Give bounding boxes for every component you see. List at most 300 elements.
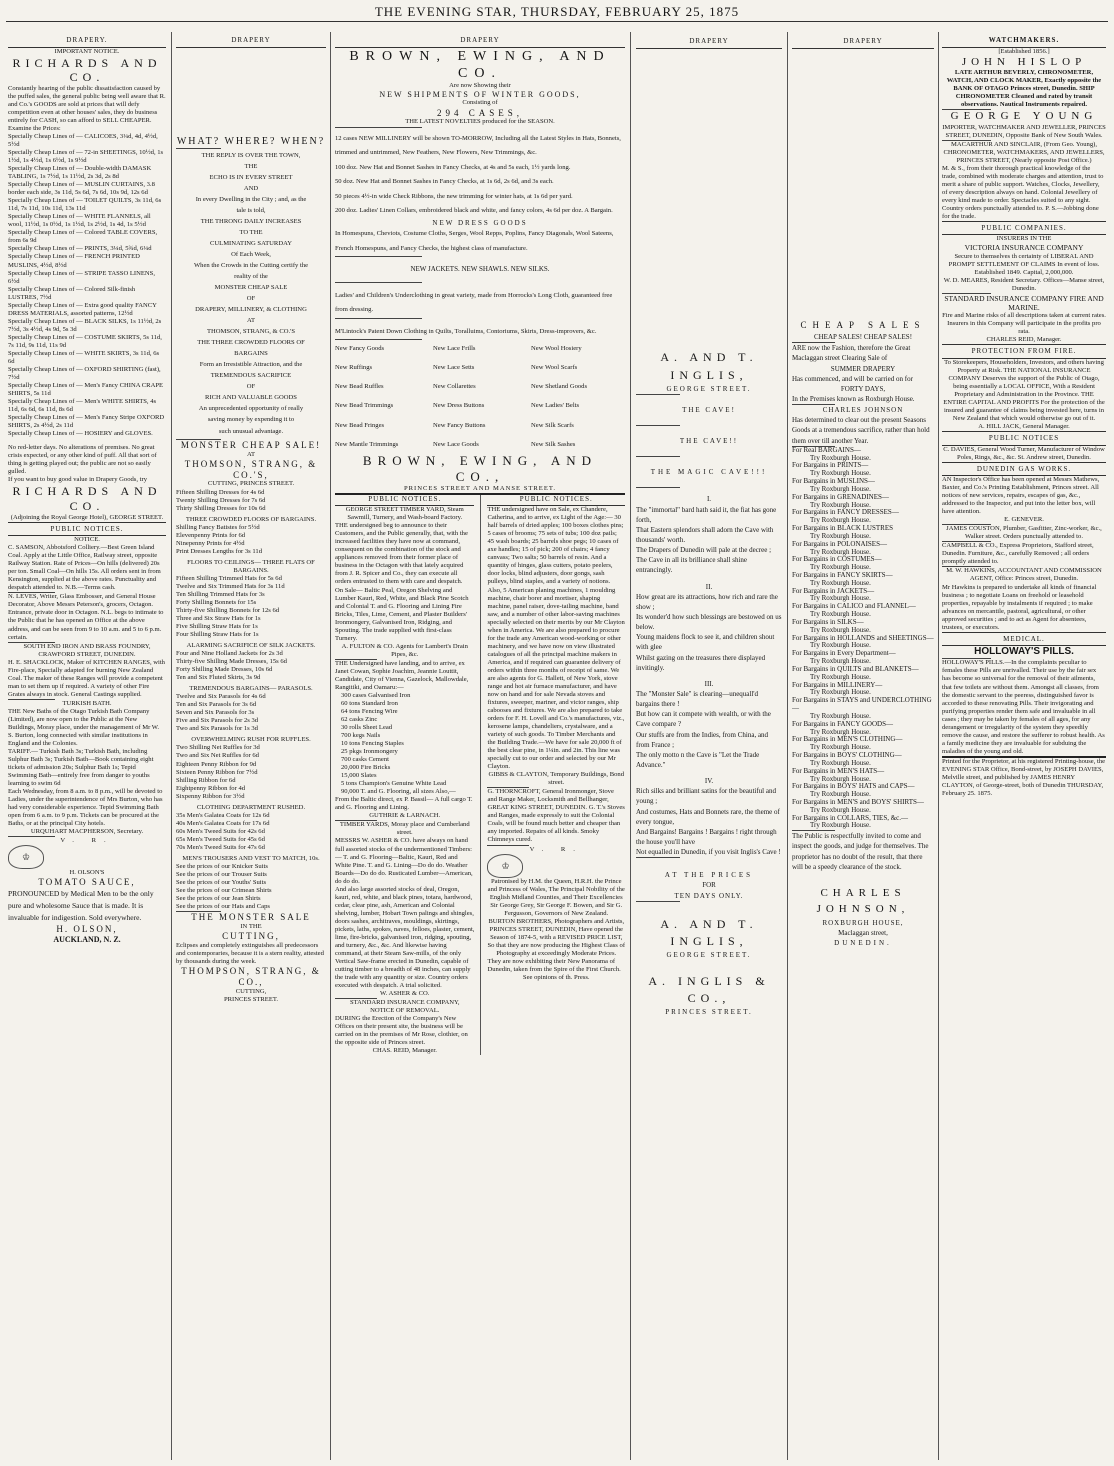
address: Maclaggan street, bbox=[838, 928, 888, 937]
ad-line: THE THREE CROWDED FLOORS OF bbox=[197, 339, 305, 347]
goods-item: New Wool Hosiery bbox=[531, 345, 582, 353]
ad-text: In the Premises known as Roxburgh House. bbox=[792, 395, 915, 404]
price-list bbox=[176, 524, 326, 556]
ad-heading: M. W. HAWKINS, ACCOUNTANT AND COMMISSION AGENT, Office: Princes street, Dunedin. bbox=[946, 567, 1102, 583]
ad-line: When the Crowds in the Cutting certify the bbox=[193, 262, 309, 270]
poem-line: Young maidens flock to see it, and children shout with glee bbox=[636, 633, 775, 652]
advertiser-name: STANDARD INSURANCE COMPANY FIRE AND MARINE. bbox=[944, 293, 1104, 312]
cargo-item: 15,000 Slates bbox=[341, 772, 377, 780]
poem-line: The "immortal" bard hath said it, the fiat has gone forth, bbox=[636, 505, 777, 524]
ad-heading: THE CAVE!! bbox=[679, 437, 739, 446]
price-line: Specially Cheap Lines of — Colored Silk-finish LUSTRES, 7½d bbox=[8, 285, 136, 301]
price-list bbox=[176, 863, 326, 911]
public-notices-left bbox=[335, 495, 474, 1056]
royal-mark: V. R. bbox=[60, 837, 114, 845]
bargain-line: For Bargains in Every Department— bbox=[792, 649, 896, 658]
bargain-line: For Bargains in FANCY GOODS— bbox=[792, 719, 893, 728]
try-line: Try Roxburgh House. bbox=[810, 641, 871, 650]
price-line: Specially Cheap Lines of — 72-in SHEETINGS, 10½d, 1s 1½d, 1s 4½d, 1s 6½d, 1s 9½d bbox=[8, 149, 164, 165]
goods-item: New Silk Scarfs bbox=[531, 421, 574, 429]
signature: CHAS. REID, Manager. bbox=[372, 1047, 437, 1055]
goods-item: New Bead Fringes bbox=[335, 421, 385, 429]
cargo-item: 60 tons Standard Iron bbox=[341, 699, 398, 707]
ad-heading: TURKISH BATH. bbox=[62, 699, 112, 707]
ad-line: THE THRONG DAILY INCREASES bbox=[200, 217, 302, 225]
price-line: See the prices of our Crimean Shirts bbox=[176, 886, 272, 894]
signature: CHARLES REID, Manager. bbox=[986, 336, 1062, 344]
goods-item: New Lace Frills bbox=[433, 345, 476, 353]
poem-line: III. bbox=[704, 679, 714, 688]
poem-line: Whilst gazing on the treasures there displayed invitingly. bbox=[636, 653, 766, 672]
cargo-item: 10 tons Fencing Staples bbox=[341, 740, 404, 748]
price-line: Specially Cheap Lines of — OXFORD SHIRTING (fast), 7½d bbox=[8, 365, 161, 381]
ad-heading: NEW SHIPMENTS OF WINTER GOODS, bbox=[379, 89, 581, 99]
price-line: Ten and Six Fluted Skirts, 3s 9d bbox=[176, 674, 261, 682]
poem-line: The only motto n the Cave is "Let the Trade Advance." bbox=[636, 750, 760, 769]
bargain-line: For Bargains in QUILTS and BLANKETS— bbox=[792, 664, 919, 673]
ad-heading: GEORGE STREET TIMBER YARD, Steam Sawmill, Turnery, and Wash-board Factory. bbox=[345, 506, 464, 522]
ad-heading: CLOTHING DEPARTMENT RUSHED. bbox=[196, 803, 306, 811]
price-list bbox=[176, 693, 326, 733]
address: PRINCES STREET. bbox=[223, 996, 279, 1004]
ad-text: C. SAMSON, Abbotsford Colliery.—Best Green Island Coal. Apply at the Little Office, Railway street, opposite Railway Station. Rate of Prices—On hills (delivered) 20s per ton. Small Coal—On hills 15s. All orders sent in from Kensington, supplied at the above rates. Punctuality and despatch attended to. N.B.—Terms cash. bbox=[8, 544, 161, 592]
ad-heading: HOLLOWAY'S PILLS. bbox=[974, 646, 1074, 658]
bargain-line: For Bargains in MEN'S and BOYS' SHIRTS— bbox=[792, 798, 924, 806]
advertiser-name: GEORGE YOUNG bbox=[950, 110, 1098, 123]
address: GEORGE STREET. bbox=[666, 384, 752, 393]
notice-heading: NOTICE. bbox=[74, 536, 100, 544]
goods-item: New Lace Setts bbox=[433, 364, 475, 372]
signature: URQUHART MACPHERSON, Secretary. bbox=[30, 828, 144, 836]
ad-heading: OVERWHELMING RUSH FOR RUFFLES. bbox=[191, 736, 311, 744]
try-line: Try Roxburgh House. bbox=[810, 516, 871, 525]
ad-line: TO THE bbox=[239, 228, 263, 236]
cargo-item: 64 tons Fencing Wire bbox=[341, 707, 398, 715]
ad-text: INSURERS IN THE bbox=[996, 235, 1052, 243]
try-line: Try Roxburgh House. bbox=[810, 688, 871, 697]
column-divider bbox=[787, 32, 788, 1460]
price-line: Thirty-five Shilling Bonnets for 12s 6d bbox=[176, 606, 280, 614]
ad-heading: THE CAVE! bbox=[682, 406, 736, 415]
poem-line: II. bbox=[705, 582, 713, 591]
try-line: Try Roxburgh House. bbox=[810, 672, 871, 681]
column-divider bbox=[630, 32, 631, 1460]
poem bbox=[636, 494, 782, 857]
ad-line: ECHO IS IN EVERY STREET bbox=[209, 173, 293, 181]
price-line: Specially Cheap Lines of — Men's WHITE SHIRTS, 4s 11d, 6s 6d, 6s 11d, 8s 6d bbox=[8, 398, 157, 414]
price-list bbox=[176, 489, 326, 513]
address: ROXBURGH HOUSE, bbox=[822, 918, 904, 927]
advertiser-name: RICHARDS AND CO. bbox=[12, 55, 162, 85]
ad-text: C. DAVIES, General Wood Turner, Manufacturer of Window Poles, Rings, &c., &c. St. Andrew street, Dunedin. bbox=[943, 445, 1105, 461]
bargain-line: For Bargains in FANCY SKIRTS— bbox=[792, 570, 893, 579]
column-1 bbox=[8, 36, 166, 1460]
poem-line: The Drapers of Dunedin will pale at the decree ; bbox=[636, 546, 772, 555]
price-line: Specially Cheap Lines of — Double-width DAMASK TABLING, 1s 7½d, 1s 11½d, 2s 3d, 2s 8d bbox=[8, 165, 152, 181]
ad-heading: MACARTHUR AND SINCLAIR, (From Geo. Young), CHRONOMETER, WATCHMAKERS, AND JEWELLERS, PRINCES STREET, (Nearly opposite Post Office.) bbox=[943, 140, 1105, 164]
try-line: Try Roxburgh House. bbox=[810, 484, 871, 493]
goods-item: New Fancy Buttons bbox=[433, 421, 486, 429]
cargo-item: 300 cases Galvanised Iron bbox=[341, 691, 411, 699]
ad-text: G. THORNCROFT, General Ironmonger, Stove and Range Maker, Locksmith and Bellhanger, GREAT KING STREET, DUNEDIN. G. T.'s Stoves and Ranges, made expressly to suit the Colonial Coals, will be found much better and cheaper than any imported. Repairs of all kinds. Smoky Chimneys cured. bbox=[487, 788, 625, 844]
price-line: Ninepenny Prints for 4½d bbox=[176, 539, 245, 547]
cargo-list bbox=[335, 692, 474, 796]
poem-line: But how can it compete with wealth, or with the Cave compare ? bbox=[636, 710, 771, 729]
ad-line: reality of the bbox=[234, 273, 268, 281]
goods-item: New Collarettes bbox=[433, 383, 476, 391]
price-list bbox=[176, 812, 326, 852]
section-header: WATCHMAKERS. bbox=[942, 36, 1106, 48]
column-4 bbox=[636, 36, 782, 1460]
price-line: Two Shilling Net Ruffles for 3d bbox=[176, 744, 260, 752]
price-line: Specially Cheap Lines of — BLACK SILKS, 1s 11½d, 2s 7½d, 3s 4½d, 4s 9d, 5s 3d bbox=[8, 317, 162, 333]
price-line: Fifteen Shilling Trimmed Hats for 5s 6d bbox=[176, 574, 282, 582]
column-6 bbox=[942, 36, 1106, 1460]
ad-line: Form an Irresistible Attraction, and the bbox=[199, 361, 303, 369]
imprint: Printed for the Proprietor, at his registered Printing-house, the EVENING STAR Office, Bond-street, by JOSEPH DAVIES, Melville street, and published by JAMES HENRY CLAYTON, of George-street, both of Dunedin THURSDAY, February 25. 1875. bbox=[942, 757, 1106, 797]
goods-item: New Ladies' Belts bbox=[531, 402, 580, 410]
cargo-item: 90,000 T. and G. Flooring, all sizes Also,— bbox=[341, 788, 456, 796]
public-notices-right bbox=[487, 495, 625, 1056]
price-line: See the prices of our Youths' Suits bbox=[176, 878, 267, 886]
cargo-item: 700 kegs Nails bbox=[341, 732, 381, 740]
signature: GUTHRIE & LARNACH. bbox=[369, 812, 441, 820]
ad-text: H. E. SHACKLOCK, Maker of KITCHEN RANGES, with Fire-place, Specially adapted for burning New Zealand Coal. The maker of these Ranges will provide a competent man to set them up if required. A variety of other Fire Grates always in stock. General Castings supplied. bbox=[8, 658, 165, 698]
section-header: DUNEDIN GAS WORKS. bbox=[942, 462, 1106, 477]
ad-line: OF bbox=[246, 383, 256, 391]
column-3 bbox=[335, 36, 625, 1460]
ad-heading: THE MAGIC CAVE!!! bbox=[650, 468, 768, 477]
ad-line: RICH AND VALUABLE GOODS bbox=[205, 394, 297, 402]
price-line: See the prices of our Jean Shirts bbox=[176, 895, 261, 902]
section-header: PUBLIC NOTICES. bbox=[8, 522, 166, 537]
price-list bbox=[8, 133, 166, 438]
poem-line: Our stuffs are from the Indies, from China, and from France ; bbox=[636, 730, 769, 749]
advertiser-name: VICTORIA INSURANCE COMPANY bbox=[964, 243, 1084, 253]
ad-text: No red-letter days. No alterations of premises. No great crisis expected, or any other kind of puff. All that sort of thing is getting played out; the public are not so easily gulled. bbox=[8, 444, 157, 476]
try-line: Try Roxburgh House. bbox=[810, 657, 871, 666]
poem-line: The "Monster Sale" is clearing—unequall'd bargains there ! bbox=[636, 690, 759, 709]
advertiser-name: CHARLES JOHNSON bbox=[822, 406, 904, 415]
ad-heading: SOUTH END IRON AND BRASS FOUNDRY, CRAWFORD STREET, DUNEDIN. bbox=[23, 642, 151, 658]
ad-text: To Storekeepers, Householders, Investors, and others having Property at Risk. THE NATIONAL INSURANCE COMPANY Deserves the support of the Public of Otago, being essentially a LOCAL OFFICE, With a Resident Proprietary and Administration in the Province. THE ENTIRE CAPITAL AND PROFITS For the protection of the insured and guarantee of claims being invested here, turns in New Zealand that which would otherwise go out of it. bbox=[943, 358, 1105, 422]
ad-text: If you want to buy good value in Drapery Goods, try bbox=[8, 476, 147, 484]
price-line: See the prices of our Hats and Caps bbox=[176, 903, 270, 911]
section-header: PROTECTION FROM FIRE. bbox=[942, 344, 1106, 359]
ad-text: M. & S., from their thorough practical knowledge of the trade, combined with moderate charges and attention, trust to merit a share of public support. Watches, Clocks, Jewellery, of every description always on hand. Colonial Jewellery of every kind made to order. Spectacles suited to any sight. Country orders punctually attended to. P. S.—Jobbing done for the trade. bbox=[942, 164, 1104, 220]
price-line: Specially Cheap Lines of — PRINTS, 3¼d, 5¾d, 6¼d bbox=[8, 245, 152, 253]
cargo-item: 30 rolls Sheet Lead bbox=[341, 724, 393, 732]
ad-text: Eclipses and completely extinguishes all predecessors and contemporaries, because it is a stern reality, attested by thousands during the week. bbox=[176, 942, 324, 966]
column-2 bbox=[176, 36, 326, 1460]
address: PRINCES STREET AND MANSE STREET. bbox=[403, 484, 557, 492]
ad-heading: STANDARD INSURANCE COMPANY, bbox=[349, 999, 460, 1007]
ad-text: N. LEVES, Writer, Glass Embosser, and General House Decorator, Above Messrs Peterson's, grocers, Octagon. Entrance, private door in Octagon. N.L. begs to intimate to the Public that he has opened an Office at the above address, and can be seen from 9 to 10 a.m. and 5 to 6 p.m. certain. bbox=[8, 593, 164, 641]
ad-text: The Public is respectfully invited to come and inspect the goods, and judge for themselves. The proprietor has no doubt of the result, that there will be a speedy clearance of the stock. bbox=[792, 832, 929, 871]
try-line: Try Roxburgh House. bbox=[810, 610, 871, 619]
poem-line: I. bbox=[706, 495, 712, 504]
price-line: Thirty Shilling Dresses for 10s 6d bbox=[176, 504, 266, 512]
ad-heading: MONSTER CHEAP SALE! bbox=[180, 439, 322, 450]
cargo-item: 25 pkgs Ironmongery bbox=[341, 748, 398, 756]
bargain-line: For Bargains in PRINTS— bbox=[792, 461, 869, 470]
price-line: Four and Nine Holland Jackets for 2s 3d bbox=[176, 650, 283, 658]
price-line: Specially Cheap Lines of — CALICOES, 3¼d, 4d, 4½d, 5½d bbox=[8, 133, 158, 149]
poem-line: Not equalled in Dunedin, if you visit Inglis's Cave ! bbox=[636, 848, 781, 857]
goods-item: New Bead Ruffles bbox=[335, 383, 384, 391]
section-header: PUBLIC NOTICES. bbox=[487, 495, 625, 507]
price-line: See the prices of our Trouser Suits bbox=[176, 870, 267, 878]
ad-line: such unusual advantage. bbox=[218, 427, 284, 435]
price-line: Twenty Shilling Dresses for 7s 6d bbox=[176, 496, 266, 504]
ad-text: Has determined to clear out the present Seasons Goods at a tremendous sacrifice, rather than hold them over till another Year. bbox=[792, 416, 930, 445]
goods-item: New Shetland Goods bbox=[531, 383, 588, 391]
ad-text: 50 pieces 4½-in wide Check Ribbons, the new trimming for winter hats, at 1s 6d per yard. bbox=[335, 192, 573, 200]
ad-text: 100 doz. New Hat and Bonnet Sashes in Fancy Checks, at 4s and 5s each, 1½ yards long. bbox=[335, 163, 571, 171]
section-header: DRAPERY bbox=[176, 36, 326, 48]
ad-text: THE undersigned have on Sale, ex Chandere, Catherina, and to arrive, ex Light of the Age:— 30 half barrels of dried apples; 100 boxes clothes pins; 5 cases of brooms; 75 sets of tubs; 100 doz pails; 45 wash boards; 25 barrels shoe pegs; 10 cases of axe handles; 15 of pick; 200 of chairs; 4 fancy canvass; Two salts; 50 barrels of resin. And a quantity of hinges, glass cutters, potato peelers, door locks, blind adjusters, door gongs, sash pulleys, blind staples, and a variety of notions. Also, 5 American planing machines, 1 moulding machine, chair borer and mortiser, shaping machine, panel raiser, dove-tailing machine, band saw, and a number of other labor-saving machines specially selected on their merits by our Mr Clayton when in America. We are also prepared to procure for the trade any American wood-working or other machinery, and we have now on view illustrated catalogues of all the principal machine makers in America, and if required can guarantee delivery of orders within three months of receipt of same. We are also agents for G. Hallett, of New York, stove range and hot air furnace manufacturer, and have now on hand and for sale Nevada stoves and fixtures, sweeper, mariner, and victor ranges, ship cabooses and fixtures. We are also prepared to take orders for F. H. Lovell and Co.'s manufactures, viz., kerosene lamps, chandeliers, crystalware, and a variety of such goods. To Timber Merchants and the Building Trade.—We have for sale 20,000 ft of the best clear pine, in 1¼in. and 2in. This line was specially cut to our order and selected by our Mr Clayton. bbox=[487, 506, 625, 771]
try-line: Try Roxburgh House. bbox=[810, 758, 871, 767]
ad-text: TARIFF.— Turkish Bath 3s; Turkish Bath, including Sulphur Bath 3s; Turkish Bath—Book containing eight tickets of admission 20s; Sulphur Bath 1s; Tepid Swimming Bath—entirely free from danger to youths learning to swim 6d bbox=[8, 747, 154, 788]
poem-line: IV. bbox=[704, 777, 714, 786]
goods-item: New Mantle Trimmings bbox=[335, 440, 399, 448]
poem-line: And Bargains! Bargains ! Bargains ! right through the house you'll have bbox=[636, 827, 777, 846]
ad-line: AND bbox=[243, 184, 259, 192]
ad-line: BARGAINS bbox=[234, 350, 268, 358]
price-line: 40s Men's Galatea Coats for 17s 6d bbox=[176, 819, 270, 827]
ad-text: Are now Showing their bbox=[449, 81, 511, 89]
ad-text: From the Baltic direct, ex P. Bassil— A full cargo T. and G. Flooring and Lining. bbox=[335, 796, 473, 812]
price-line: Three and Six Straw Hats for 1s bbox=[176, 614, 261, 622]
ad-text: On Sale— Baltic Peal, Oregon Shelving and Lumber Kauri, Red, White, and Black Pine Scotch and Colonial T. and G. Flooring and Lining Fire Bricks, Tiles, Lime, Cement, and Plaster Builders' Ironmongery, Galvanised Iron, Ridging, and Spouting. The trade supplied with first-class Turnery. bbox=[335, 586, 469, 642]
ad-text: IMPORTER, WATCHMAKER AND JEWELLER, PRINCES STREET, DUNEDIN, Opposite Bank of New South Wales. bbox=[942, 123, 1106, 139]
ad-text: LATE ARTHUR BEVERLY, CHRONOMETER, WATCH, AND CLOCK MAKER, Exactly opposite the BANK OF OTAGO Princes street, Dunedin. SHIP CHRONOMETER Cleaned and rated by transit observations. Nautical Instruments repaired. bbox=[946, 68, 1102, 109]
ad-text: In Homespuns, Cheviots, Costume Cloths, Serges, Wool Repps, Poplins, Fancy Diagonals, Wool Sateens, French Homespuns, and Fancy Checks, the highest class of manufacture. bbox=[335, 230, 614, 252]
ad-text: AN Inspector's Office has been opened at Messrs Mathews, Baxter, and Co.'s Printing Establishment, Princes street. All notices of new services, repairs, escapes of gas, &c., addressed to the Inspector, and put into the letter box, will have attention. bbox=[942, 476, 1100, 516]
ad-text: 200 doz. Ladies' Linen Collars, embroidered black and white, and fancy colors, 4s 6d per doz. A Bargain. bbox=[335, 207, 613, 214]
price-line: 60s Men's Tweed Suits for 42s 6d bbox=[176, 827, 265, 835]
goods-item: New Fancy Goods bbox=[335, 345, 385, 353]
ad-text: THE LATEST NOVELTIES produced for the SEASON. bbox=[405, 118, 555, 126]
ad-heading: THREE CROWDED FLOORS OF BARGAINS. bbox=[185, 515, 317, 523]
bargain-line: For Bargains in MEN'S CLOTHING— bbox=[792, 735, 903, 744]
price-list bbox=[176, 744, 326, 800]
ad-text: Ladies' and Children's Underclothing in great variety, made from Horrocks's Long Cloth, guaranteed free from dressing. bbox=[335, 291, 613, 314]
ad-heading: SUMMER DRAPERY bbox=[830, 364, 896, 373]
price-line: Specially Cheap Lines of — STRIPE TASSO LINENS, 6½d bbox=[8, 269, 155, 285]
ad-line: THOMSON, STRANG, & CO.'S bbox=[206, 328, 296, 336]
ad-heading: TOMATO SAUCE, bbox=[38, 877, 136, 888]
try-line: Try Roxburgh House. bbox=[810, 563, 871, 572]
price-line: Specially Cheap Lines of — MUSLIN CURTAINS, 3.8 border each side, 3s 11d, 5s 6d, 7s 6d, 10s 9d, 12s 6d bbox=[8, 181, 155, 197]
price-line: Eightpenny Ribbon for 4d bbox=[176, 784, 246, 792]
advertiser-name: A. AND T. INGLIS, bbox=[660, 350, 758, 382]
price-line: Twelve and Six Trimmed Hats for 3s 11d bbox=[176, 582, 285, 590]
try-line: Try Roxburgh House. bbox=[810, 790, 871, 799]
ad-text: 12 cases NEW MILLINERY will be shown TO-MORROW, Including all the Latest Styles in Hats, Bonnets, trimmed and untrimmed, New Feathers, New Flowers, New Trimmings, &c. bbox=[335, 134, 621, 156]
advertiser-name: A. INGLIS & CO., bbox=[648, 973, 770, 1005]
signature: A. FULTON & CO. Agents for Lambert's Drain Pipes, &c. bbox=[341, 642, 468, 658]
bargain-line: For Bargains in BOYS' CLOTHING— bbox=[792, 751, 902, 760]
price-line: See the prices of our Knicker Suits bbox=[176, 862, 268, 870]
cargo-item: 5 tons Champion's Genuine White Lead bbox=[341, 780, 447, 788]
ad-heading: WHAT? WHERE? WHEN? bbox=[176, 135, 326, 147]
ad-line: An unprecedented opportunity of really bbox=[198, 405, 304, 413]
price-line: Eighteen Penny Ribbon for 9d bbox=[176, 760, 257, 768]
try-line: Try Roxburgh House. bbox=[810, 500, 871, 509]
price-line: Specially Cheap Lines of — WHITE SKIRTS, 3s 11d, 6s 6d bbox=[8, 349, 160, 365]
ad-text: THE Undersigned have landing, and to arrive, ex Janet Cowan, Sophie Joachim, Jeannie Louttit, Candidate, City of Vienna, Gazelock, Mallowdale, Rangitiki, and Oamaru:— bbox=[335, 659, 469, 691]
goods-item: New Bead Trimmings bbox=[335, 402, 394, 410]
royal-crest-icon: ♔ bbox=[8, 845, 44, 869]
column-5 bbox=[792, 36, 934, 1460]
ad-line: THE bbox=[244, 162, 258, 170]
ad-text: See opinions of th. Press. bbox=[522, 973, 590, 981]
price-line: Two and Six Parasols for 1s 3d bbox=[176, 725, 258, 733]
ad-text: Each Wednesday, from 8 a.m. to 8 p.m., will be devoted to Ladies, under the superintendence of Mrs Burton, who has had very considerable experience. Tepid Swimming Bath open from 6 a.m. to 9 p.m. Tickets can be procured at the Baths, or at the principal City hotels. bbox=[8, 788, 163, 828]
column-divider bbox=[938, 32, 939, 1460]
ad-heading: ALARMING SACRIFICE OF SILK JACKETS. bbox=[186, 642, 316, 650]
price-line: Specially Cheap Lines of — COSTUME SKIRTS, 5s 11d, 7s 11d, 9s 11d, 11s 9d bbox=[8, 333, 162, 349]
try-line: Try Roxburgh House. bbox=[810, 469, 871, 478]
price-list bbox=[176, 575, 326, 639]
price-list bbox=[176, 650, 326, 682]
section-header: DRAPERY bbox=[335, 36, 625, 48]
poem-line: How great are its attractions, how rich and rare the show ; bbox=[636, 592, 778, 611]
ad-heading: NEW JACKETS. NEW SHAWLS. NEW SILKS. bbox=[410, 265, 550, 274]
price-line: Specially Cheap Lines of — TOILET QUILTS, 3s 11d, 6s 11d, 7s 11d, 10s 11d, 13s 11d bbox=[8, 197, 162, 213]
ad-text: DURING the Erection of the Company's New Offices on their present site, the business will be carried on in the premises of Mr Rose, clothier, on the opposite side of Princes street. bbox=[335, 1015, 468, 1047]
ad-line: TREMENDOUS SACRIFICE bbox=[210, 372, 292, 380]
ad-heading: FLOORS TO CEILINGS— THREE FLATS OF BARGAINS. bbox=[187, 558, 315, 574]
advertiser-name: THOMPSON, STRANG, & CO., bbox=[181, 966, 321, 988]
ad-line: Of Each Week, bbox=[231, 251, 271, 258]
ad-text: Constantly hearing of the public dissatisfaction caused by the puffed sales, the general public being well aware that R. and Co.'s GOODS are sold at prices that will defy competition even at other houses' sales, they do business entirely for CASH, so can afford to SELL CHEAPER. Examine the Prices: bbox=[8, 84, 166, 132]
advertiser-name: BROWN, EWING, AND CO. bbox=[349, 48, 611, 81]
price-line: Four Shilling Straw Hats for 1s bbox=[176, 631, 259, 639]
bargain-line: For Bargains in HOLLANDS and SHEETINGS— bbox=[792, 633, 934, 642]
ad-heading: AT THE PRICES bbox=[664, 871, 754, 880]
section-header: PUBLIC NOTICES bbox=[942, 431, 1106, 446]
royal-crest-icon: ♔ bbox=[487, 854, 523, 878]
ad-heading: TEN DAYS ONLY. bbox=[674, 891, 744, 900]
address: (Adjoining the Royal George Hotel), GEORGE STREET. bbox=[10, 513, 164, 521]
ad-text: AT bbox=[246, 450, 256, 458]
try-line: Try Roxburgh House. bbox=[810, 594, 871, 603]
ad-line: CULMINATING SATURDAY bbox=[210, 239, 292, 247]
try-line: Try Roxburgh House. bbox=[810, 774, 871, 783]
price-line: Shilling Ribbon for 6d bbox=[176, 776, 236, 784]
price-line: Five and Six Parasols for 2s 3d bbox=[176, 717, 259, 725]
ad-heading: H. OLSON, bbox=[56, 924, 118, 935]
try-line: Try Roxburgh House. bbox=[810, 821, 871, 830]
goods-item: New Silk Sashes bbox=[531, 440, 576, 448]
ad-text: JAMES COUSTON, Plumber, Gasfitter, Zinc-worker, &c., Walker street. Orders punctually attended to. bbox=[946, 525, 1102, 541]
section-header: PUBLIC NOTICES. bbox=[335, 495, 474, 507]
masthead-rule bbox=[6, 21, 1108, 22]
ad-heading: CHEAP SALES bbox=[800, 320, 926, 331]
price-line: Specially Cheap Lines of — Colored TABLE COVERS, from 6s 9d bbox=[8, 229, 158, 245]
try-line: Try Roxburgh House. bbox=[810, 743, 871, 752]
address: PRINCES STREET. bbox=[665, 1008, 753, 1017]
section-header: MEDICAL. bbox=[942, 632, 1106, 647]
ad-heading: THE MONSTER SALE bbox=[191, 912, 311, 923]
ad-text: THE undersigned beg to announce to their Customers, and the Public generally, that, with the increased facilities they have now at command, consequent on the combination of the stock and appliances removed from their former place of business in the Octagon with that lately acquired from J. R. Spicer and Co., they can execute all orders entrusted to them with care and despatch. bbox=[335, 522, 468, 586]
cargo-item: 20,000 Fire Bricks bbox=[341, 764, 391, 772]
ad-line: saving money by expending it to bbox=[207, 416, 295, 424]
advertiser-name: BROWN, EWING, AND CO., bbox=[362, 452, 598, 484]
price-line: Print Dresses Lengths for 3s 11d bbox=[176, 547, 263, 555]
ad-line: MONSTER CHEAP SALE bbox=[214, 284, 288, 292]
price-line: Two and Six Net Ruffles for 6d bbox=[176, 752, 259, 760]
try-line: Try Roxburgh House. bbox=[810, 578, 871, 587]
ad-text: [Established 1856.] bbox=[998, 47, 1050, 55]
bargain-line: For Bargains in CALICO and FLANNEL— bbox=[792, 602, 916, 611]
ad-text: M'Lintock's Patent Down Clothing in Quilts, Toralluims, Contoriums, Skirts, Dress-improvers, &c. bbox=[335, 327, 597, 335]
price-line: Specially Cheap Lines of — WHITE FLANNELS, all wool, 11½d, 1s 0½d, 1s 1½d, 1s 2½d, 1s 4d, 1s 5½d bbox=[8, 213, 151, 229]
address: DUNEDIN. bbox=[834, 939, 892, 948]
try-line: Try Roxburgh House. bbox=[810, 547, 871, 556]
ad-heading: TIMBER YARDS, Moray place and Cumberland street. bbox=[339, 821, 470, 837]
price-line: 70s Men's Tweed Suits for 47s 6d bbox=[176, 843, 265, 851]
advertiser-name: THOMSON, STRANG, & CO.'S, bbox=[184, 458, 318, 480]
signature: W. D. MEARES, Resident Secretary. Offices—Manse street, Dunedin. bbox=[943, 276, 1105, 292]
poem-line: Rich silks and brilliant satins for the beautiful and young ; bbox=[636, 787, 776, 806]
price-line: Forty Shilling Made Dresses, 10s 6d bbox=[176, 666, 273, 674]
bargain-list bbox=[792, 447, 934, 831]
advertiser-name: JOHN HISLOP bbox=[961, 55, 1087, 68]
price-line: Specially Cheap Lines of — FRENCH PRINTED MUSLINS, 4½d, 8½d bbox=[8, 253, 140, 269]
price-line: 65s Men's Tweed Suits for 45s 6d bbox=[176, 835, 265, 843]
bargain-line: For Bargains in MUSLINS— bbox=[792, 477, 875, 486]
section-header: DRAPERY bbox=[636, 36, 782, 49]
try-line: Try Roxburgh House. bbox=[810, 711, 871, 720]
ad-text: CAMPBELL & CO., Express Proprietors, Stafford street, Dunedin. Furniture, &c., carefully Removed ; all orders promptly attended to. bbox=[942, 542, 1094, 566]
advertiser-name: A. AND T. INGLIS, bbox=[660, 916, 758, 949]
ad-heading: CUTTING, bbox=[222, 931, 280, 942]
goods-grid bbox=[335, 340, 625, 453]
bargain-line: For Bargains in SILKS— bbox=[792, 617, 864, 626]
bargain-line: For Bargains in STAYS and UNDERCLOTHING— bbox=[792, 696, 932, 713]
column-divider bbox=[330, 32, 331, 1460]
ad-heading: H. OLSON'S bbox=[69, 869, 105, 877]
price-line: Ten Shilling Trimmed Hats for 3s bbox=[176, 590, 265, 598]
price-line: Specially Cheap Lines of — Extra good quality FANCY DRESS MATERIALS, assorted patterns, 12½d bbox=[8, 301, 157, 317]
ad-text: Patronised by H.M. the Queen, H.R.H. the Prince and Princess of Wales, The Principal Nobility of the English Midland Counties, and Their Excellencies Sir George Grey, Sir George F. Bowen, and Sir G. Fergusson, Governors of New Zealand. bbox=[487, 877, 625, 917]
ad-line: OF bbox=[246, 295, 256, 303]
try-line: Try Roxburgh House. bbox=[810, 727, 871, 736]
try-line: Try Roxburgh House. bbox=[810, 531, 871, 540]
address: CUTTING, PRINCES STREET. bbox=[207, 480, 295, 488]
price-line: Elevenpenny Prints for 6d bbox=[176, 531, 246, 539]
goods-item: New Ruffings bbox=[335, 364, 373, 372]
ad-line: DRAPERY, MILLINERY, & CLOTHING bbox=[195, 306, 307, 314]
price-line: Specially Cheap Lines of — Men's Fancy CHINA CRAPE SHIRTS, 5s 11d bbox=[8, 381, 164, 397]
poem-line: That Eastern splendors shall adorn the Cave with thousands' worth. bbox=[636, 525, 774, 545]
goods-item: New Lace Goods bbox=[433, 440, 479, 448]
try-line: Try Roxburgh House. bbox=[810, 805, 871, 814]
price-line: Shilling Fancy Batistes for 5½d bbox=[176, 523, 260, 531]
section-header: DRAPERY. bbox=[8, 36, 166, 48]
bargain-line: For Real BARGAINS— bbox=[792, 445, 861, 454]
column-divider bbox=[171, 32, 172, 1460]
bargain-line: For Bargains in GRENADINES— bbox=[792, 492, 889, 501]
ad-text: ARE now the Fashion, therefore the Great Maclaggan street Clearing Sale of bbox=[792, 344, 911, 363]
bargain-line: For Bargains in POLONAISES— bbox=[792, 539, 887, 548]
price-line: Forty Shilling Bonnets for 15s bbox=[176, 598, 257, 606]
ad-text: BURTON BROTHERS, Photographers and Artists, PRINCES STREET, DUNEDIN, Have opened the Season of 1874-5, with a REVISED PRICE LIST, So that they are now producing the Highest Class of Photography at exceedingly Moderate Prices. bbox=[487, 917, 625, 957]
signature: E. GENEVER. bbox=[1004, 516, 1044, 524]
